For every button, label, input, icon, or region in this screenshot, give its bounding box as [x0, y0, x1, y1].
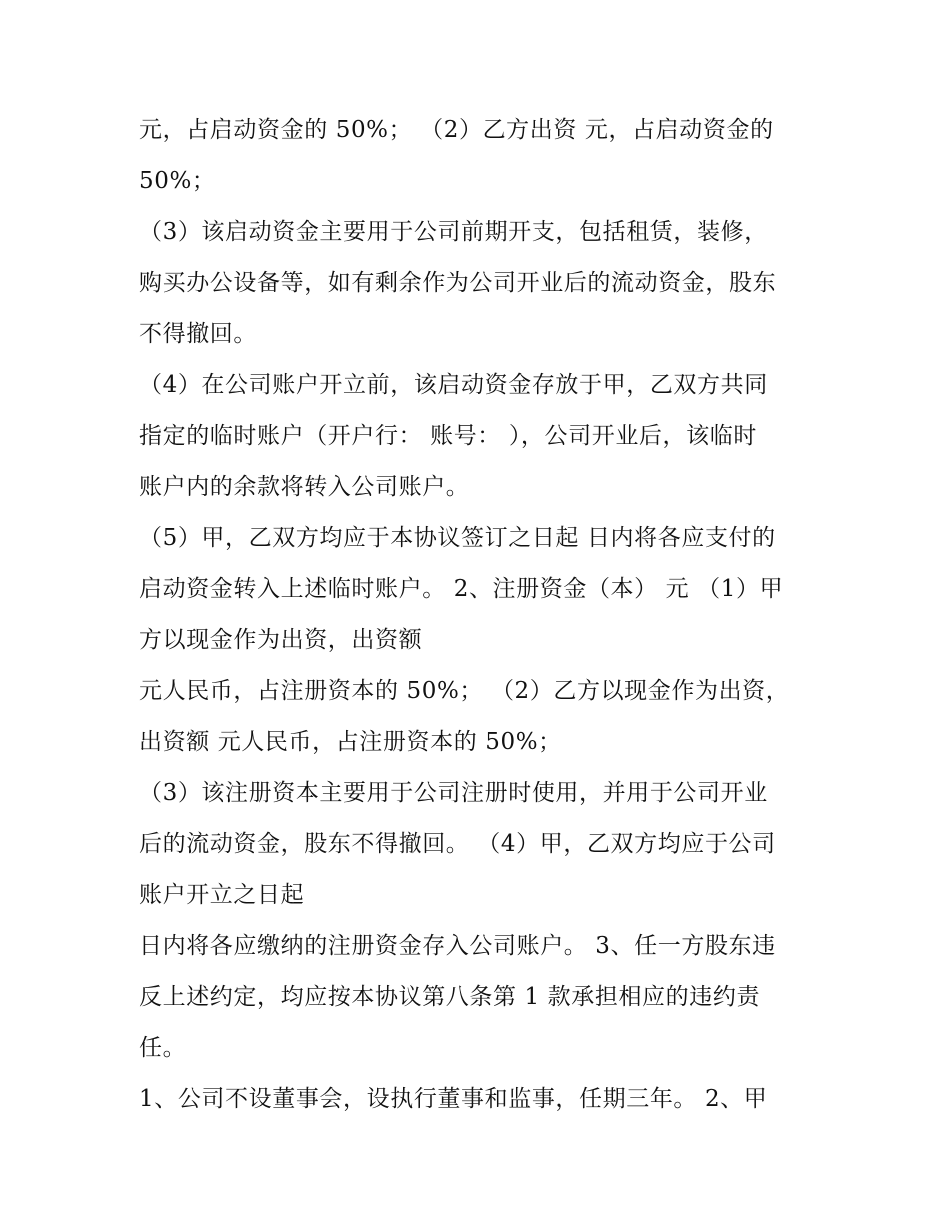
- text-line: 50%；: [139, 168, 216, 194]
- text-line: 账户开立之日起: [139, 882, 305, 908]
- text-line: （5）甲，乙双方均应于本协议签订之日起 日内将各应支付的: [139, 525, 776, 551]
- text-line: 启动资金转入上述临时账户。 2、注册资金（本） 元 （1）甲: [139, 576, 784, 602]
- text-line: 不得撤回。: [139, 321, 257, 347]
- text-line: 任。: [139, 1035, 187, 1061]
- text-line: （4）在公司账户开立前，该启动资金存放于甲，乙双方共同: [139, 372, 768, 398]
- text-line: 元人民币，占注册资本的 50%； （2）乙方以现金作为出资，: [139, 678, 790, 704]
- text-line: 方以现金作为出资，出资额: [139, 627, 423, 653]
- text-line: 日内将各应缴纳的注册资金存入公司账户。 3、任一方股东违: [139, 933, 776, 959]
- document-body: [139, 108, 829, 1128]
- text-line: （3）该注册资本主要用于公司注册时使用，并用于公司开业: [139, 780, 768, 806]
- text-line: 指定的临时账户（开户行： 账号： ），公司开业后，该临时: [139, 423, 757, 449]
- text-line: 反上述约定，均应按本协议第八条第 1 款承担相应的违约责: [139, 984, 761, 1010]
- text-line: 1、公司不设董事会，设执行董事和监事，任期三年。 2、甲: [139, 1086, 768, 1112]
- text-line: 账户内的余款将转入公司账户。: [139, 474, 470, 500]
- text-line: 购买办公设备等，如有剩余作为公司开业后的流动资金，股东: [139, 270, 777, 296]
- text-line: 元，占启动资金的 50%； （2）乙方出资 元，占启动资金的: [139, 117, 774, 143]
- text-line: （3）该启动资金主要用于公司前期开支，包括租赁，装修，: [139, 219, 768, 245]
- text-line: 后的流动资金，股东不得撤回。 （4）甲，乙双方均应于公司: [139, 831, 776, 857]
- text-line: 出资额 元人民币，占注册资本的 50%；: [139, 729, 562, 755]
